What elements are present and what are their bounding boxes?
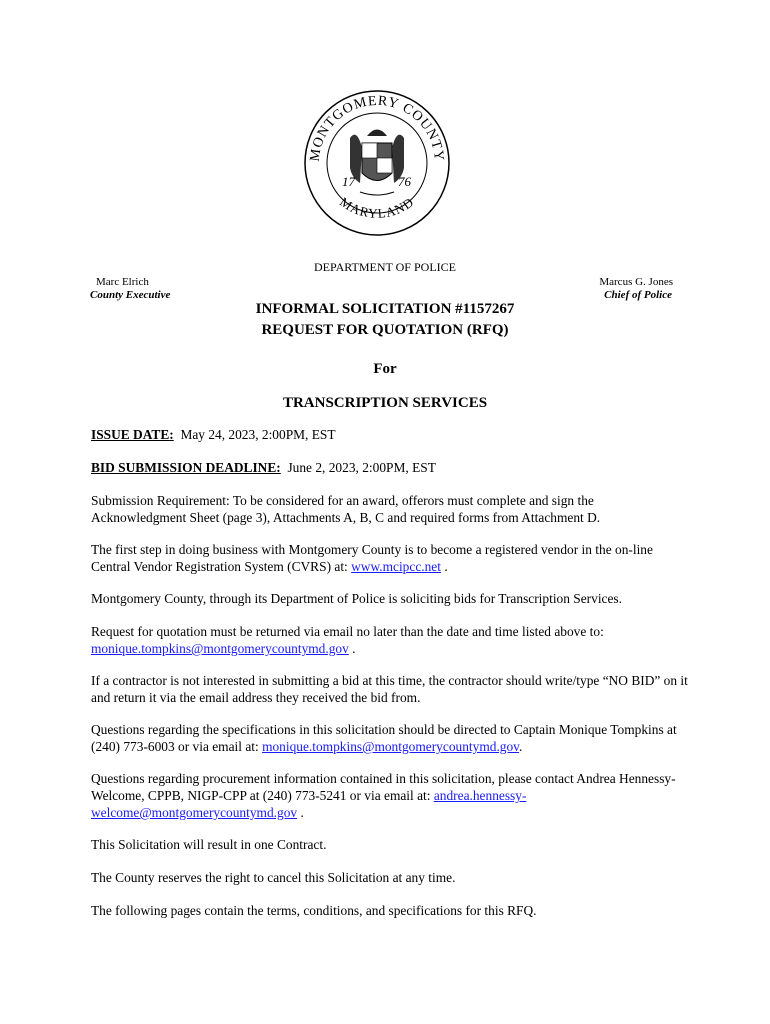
specification-email-link[interactable]: monique.tompkins@montgomerycountymd.gov <box>262 739 520 754</box>
specification-questions-text: Questions regarding the specifications in this solicitation should be directed to Captain Monique Tompkins at (240) 773-6003 or via email at: <box>91 722 677 754</box>
vendor-registration-end: . <box>440 559 448 574</box>
vendor-registration <box>91 541 691 575</box>
county-executive-title: County Executive <box>90 289 171 301</box>
bid-deadline-label: BID SUBMISSION DEADLINE: <box>91 460 281 475</box>
specification-questions <box>91 721 691 755</box>
police-chief-title: Chief of Police <box>604 289 672 301</box>
procurement-questions-end: . <box>297 805 304 820</box>
cvrs-link[interactable]: www.mcipcc.net <box>351 559 441 574</box>
no-bid-instructions: If a contractor is not interested in submitting a bid at this time, the contractor should write/type “NO BID” on it and return it via the email address they received the bid from. <box>91 673 688 705</box>
procurement-questions-text: Questions regarding procurement information contained in this solicitation, please contact Andrea Hennessy-Welcome, CPPB, NIGP-CPP at (240) 773-5241 or via email at: <box>91 771 676 803</box>
issue-date <box>91 427 336 443</box>
for-heading: For <box>373 361 397 377</box>
specification-questions-end: . <box>519 739 523 754</box>
bid-deadline <box>91 460 436 476</box>
svg-text:MONTGOMERY COUNTY: MONTGOMERY COUNTY <box>307 93 447 163</box>
issue-date-value: May 24, 2023, 2:00PM, EST <box>180 427 336 442</box>
return-email-link[interactable]: monique.tompkins@montgomerycountymd.gov <box>91 641 349 656</box>
svg-text:MARYLAND: MARYLAND <box>337 194 417 221</box>
vendor-registration-text: The first step in doing business with Montgomery County is to become a registered vendor in the on-line Central Vendor Registration System (CVRS) at: <box>91 542 653 574</box>
police-chief-name: Marcus G. Jones <box>599 276 673 288</box>
procurement-questions <box>91 770 691 821</box>
county-seal-logo <box>302 88 452 238</box>
return-instructions <box>91 623 691 657</box>
svg-text:76: 76 <box>398 174 411 189</box>
cancellation-statement: The County reserves the right to cancel this Solicitation at any time. <box>91 870 456 885</box>
solicitation-number: INFORMAL SOLICITATION #1157267 <box>255 301 515 317</box>
submission-requirement: Submission Requirement: To be considered for an award, offerors must complete and sign the Acknowledgment Sheet (page 3), Attachments A, B, C and required forms from Attachment D. <box>91 493 601 525</box>
county-executive-name: Marc Elrich <box>96 276 149 288</box>
return-instructions-text: Request for quotation must be returned via email no later than the date and time listed above to: <box>91 624 604 639</box>
contract-statement: This Solicitation will result in one Contract. <box>91 837 327 852</box>
bid-deadline-value: June 2, 2023, 2:00PM, EST <box>287 460 436 475</box>
procurement-email-link[interactable]: andrea.hennessy-welcome@montgomerycountymd.gov <box>91 788 527 820</box>
rfq-heading: REQUEST FOR QUOTATION (RFQ) <box>261 322 509 338</box>
department-name: DEPARTMENT OF POLICE <box>314 260 456 274</box>
service-heading: TRANSCRIPTION SERVICES <box>282 395 488 411</box>
solicitation-purpose: Montgomery County, through its Department of Police is soliciting bids for Transcription Services. <box>91 591 622 606</box>
terms-statement: The following pages contain the terms, conditions, and specifications for this RFQ. <box>91 903 537 918</box>
svg-text:17: 17 <box>342 174 355 189</box>
issue-date-label: ISSUE DATE: <box>91 427 174 442</box>
return-instructions-end: . <box>348 641 356 656</box>
